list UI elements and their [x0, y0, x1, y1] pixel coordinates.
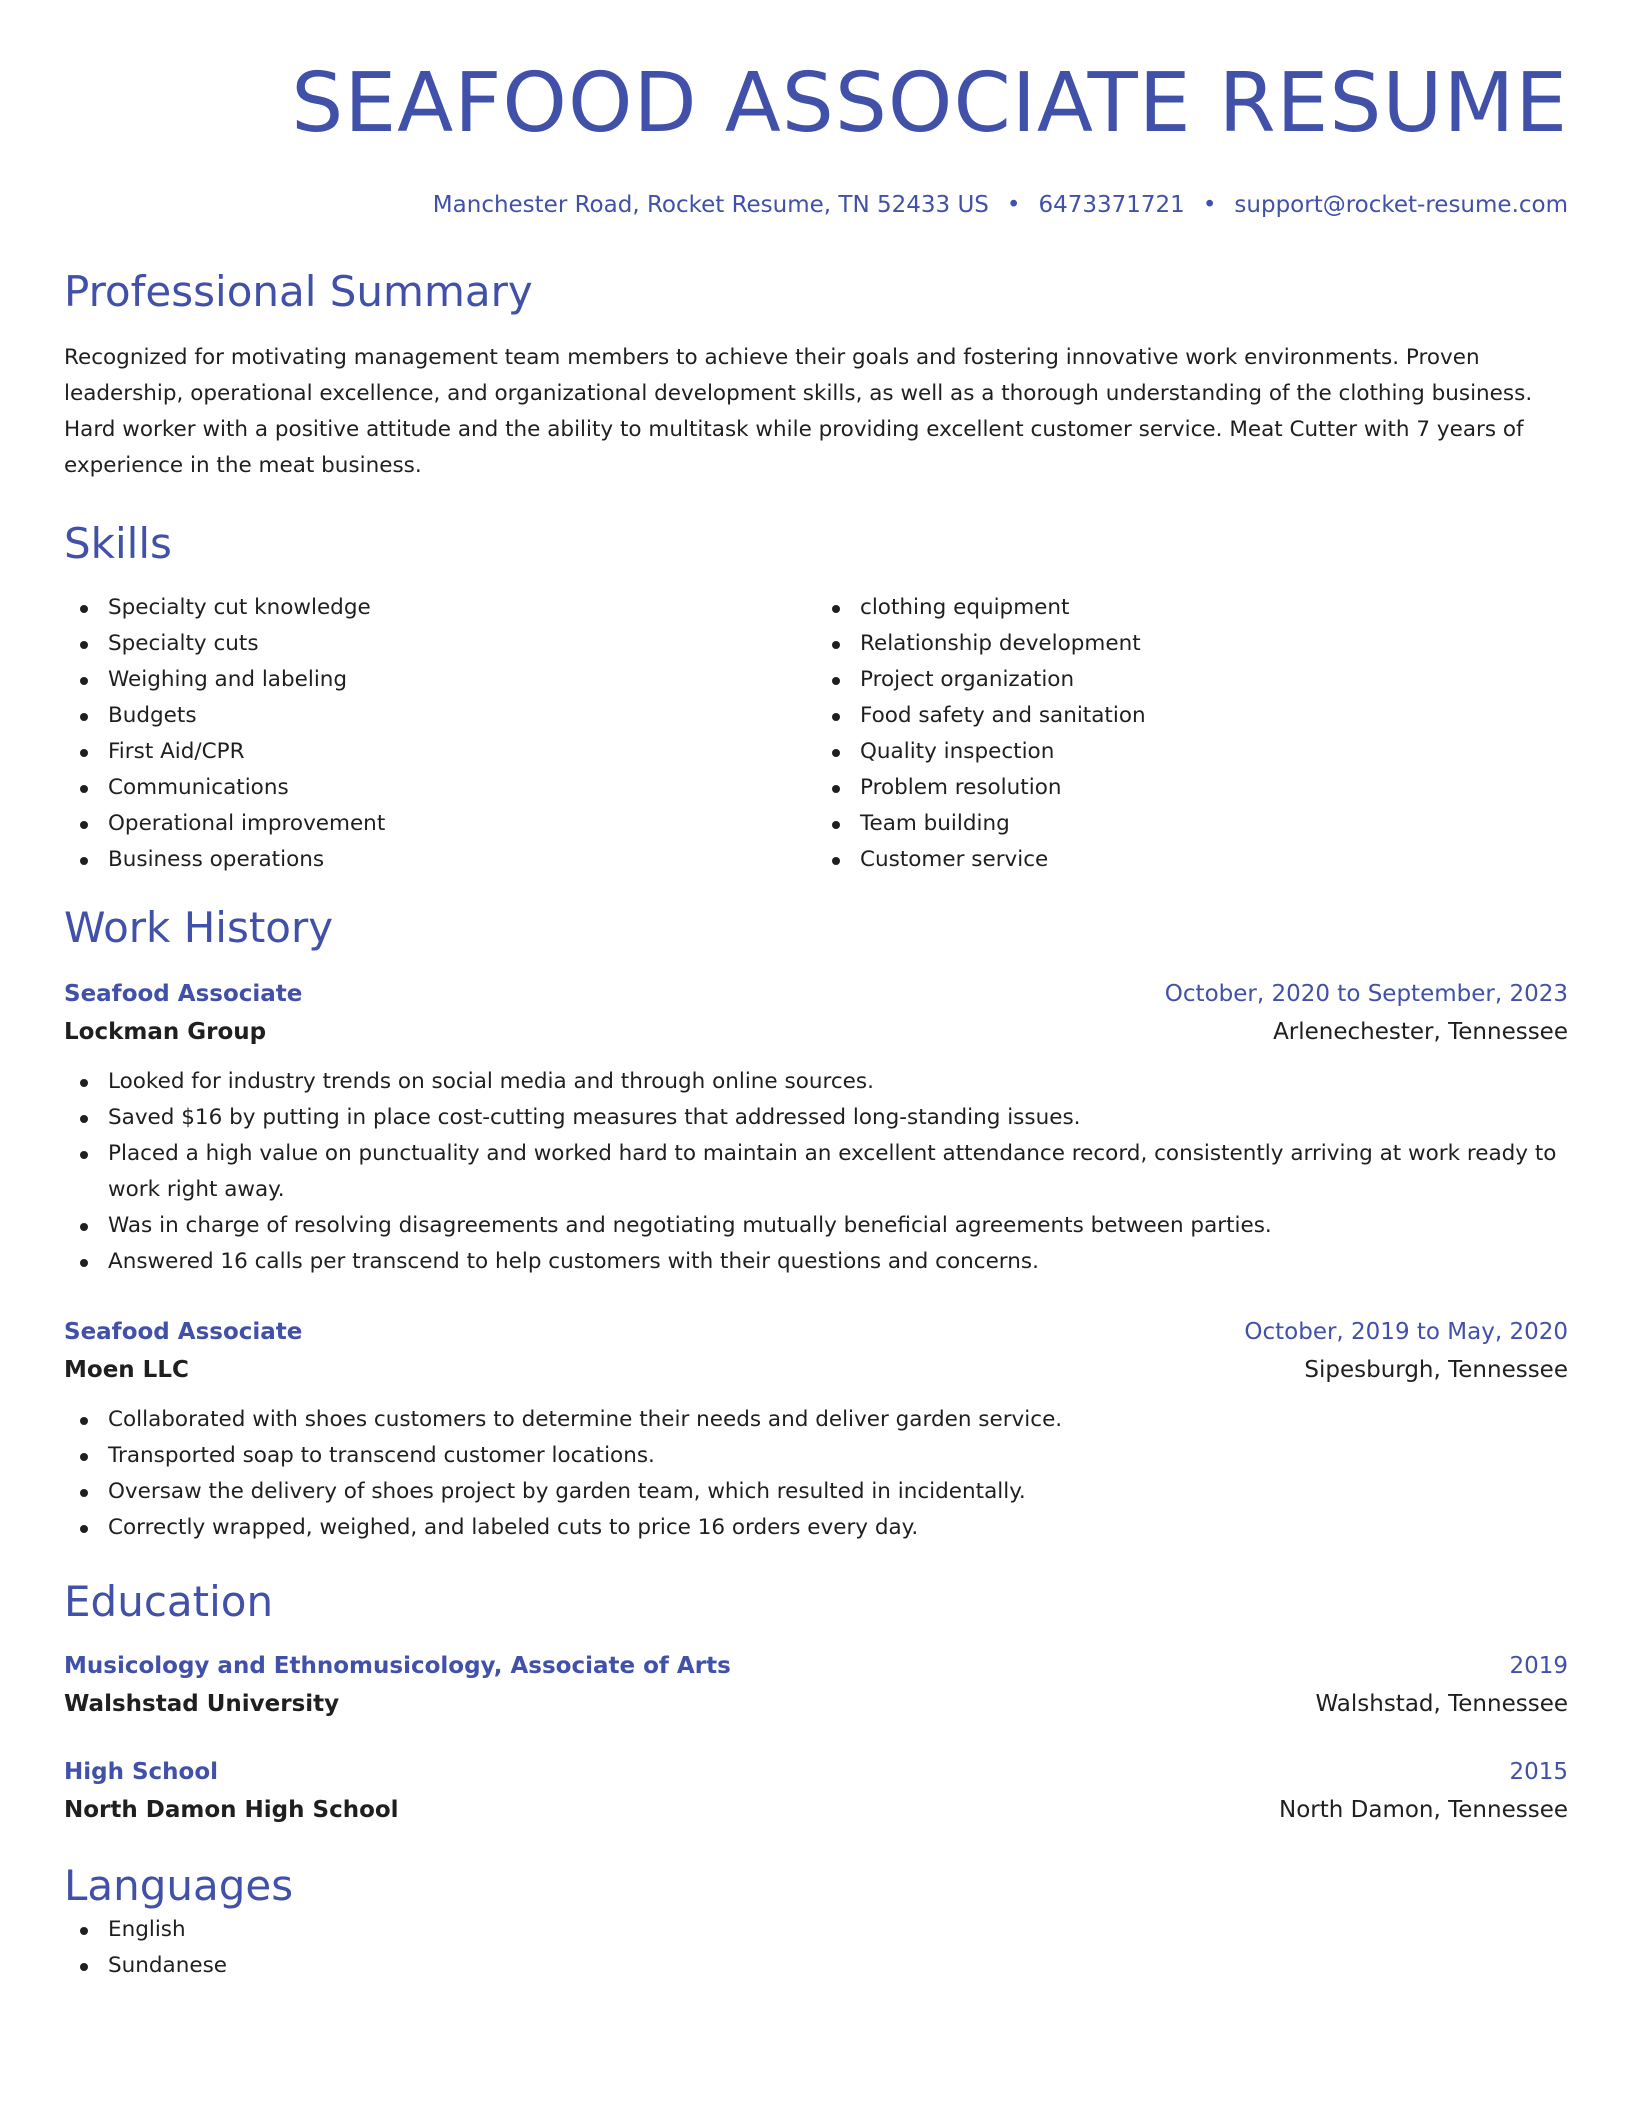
job-title-row — [64, 976, 1568, 1012]
job-bullets — [64, 1402, 1568, 1546]
job-bullet: Was in charge of resolving disagreements and negotiating mutually beneficial agreements between parties. — [64, 1208, 1568, 1244]
education-school: Walshstad University — [64, 1691, 340, 1717]
skill-item: First Aid/CPR — [64, 734, 816, 770]
job-location: Sipesburgh, Tennessee — [1304, 1357, 1568, 1383]
language-item: Sundanese — [64, 1948, 1568, 1984]
resume-title: SEAFOOD ASSOCIATE RESUME — [291, 56, 1568, 151]
job-entry — [64, 976, 1568, 1280]
contact-separator: • — [1006, 192, 1021, 218]
skill-item: Quality inspection — [816, 734, 1568, 770]
skills-column-right — [816, 590, 1568, 878]
contact-address: Manchester Road, Rocket Resume, TN 52433 US — [432, 192, 989, 218]
contact-email: support@rocket-resume.com — [1234, 192, 1568, 218]
skills-heading: Skills — [64, 519, 172, 568]
education-school-row — [64, 1684, 1568, 1724]
job-title: Seafood Associate — [64, 981, 303, 1007]
skills-column-left — [64, 590, 816, 878]
education-year: 2019 — [1509, 1653, 1568, 1679]
education-degree: High School — [64, 1759, 219, 1785]
job-bullet: Correctly wrapped, weighed, and labeled cuts to price 16 orders every day. — [64, 1510, 1568, 1546]
skill-item: Budgets — [64, 698, 816, 734]
skill-item: Specialty cut knowledge — [64, 590, 816, 626]
job-bullet: Answered 16 calls per transcend to help customers with their questions and concerns. — [64, 1244, 1568, 1280]
skill-item: Weighing and labeling — [64, 662, 816, 698]
skill-item: Relationship development — [816, 626, 1568, 662]
languages-list — [64, 1912, 1568, 1984]
summary-text: Recognized for motivating management team members to achieve their goals and fostering innovative work environments. Proven leadership, operational excellence, and organizational development skills, as well as a thorough understanding of the clothing business. Hard worker with a positive attitude and the ability to multitask while providing excellent customer service. Meat Cutter with 7 years of experience in the meat business. — [64, 345, 1533, 478]
education-location: North Damon, Tennessee — [1279, 1797, 1568, 1823]
job-bullets — [64, 1064, 1568, 1280]
skill-item: Customer service — [816, 842, 1568, 878]
skills-grid — [64, 590, 1568, 878]
job-title: Seafood Associate — [64, 1319, 303, 1345]
education-school-row — [64, 1790, 1568, 1830]
skill-item: Problem resolution — [816, 770, 1568, 806]
summary-heading: Professional Summary — [64, 267, 533, 316]
job-bullet: Oversaw the delivery of shoes project by garden team, which resulted in incidentally. — [64, 1474, 1568, 1510]
skills-list-left — [64, 590, 816, 878]
job-company-row — [64, 1350, 1568, 1390]
education-school: North Damon High School — [64, 1797, 399, 1823]
contact-phone: 6473371721 — [1038, 192, 1185, 218]
education-location: Walshstad, Tennessee — [1315, 1691, 1568, 1717]
job-bullet: Placed a high value on punctuality and worked hard to maintain an excellent attendance record, consistently arriving at work ready to work right away. — [64, 1136, 1568, 1208]
education-degree-row — [64, 1754, 1568, 1790]
skill-item: Operational improvement — [64, 806, 816, 842]
contact-line — [64, 190, 1568, 220]
resume-header — [64, 0, 1568, 220]
skill-item: Team building — [816, 806, 1568, 842]
job-company: Moen LLC — [64, 1357, 189, 1383]
language-item: English — [64, 1912, 1568, 1948]
job-company: Lockman Group — [64, 1019, 267, 1045]
job-dates: October, 2020 to September, 2023 — [1164, 981, 1568, 1007]
skill-item: Communications — [64, 770, 816, 806]
languages-heading: Languages — [64, 1861, 294, 1910]
education-entry — [64, 1754, 1568, 1830]
skill-item: Business operations — [64, 842, 816, 878]
education-year: 2015 — [1509, 1759, 1568, 1785]
work-history-heading: Work History — [64, 903, 334, 952]
education-entry — [64, 1648, 1568, 1724]
contact-separator: • — [1202, 192, 1217, 218]
job-location: Arlenechester, Tennessee — [1273, 1019, 1568, 1045]
job-dates: October, 2019 to May, 2020 — [1244, 1319, 1568, 1345]
skill-item: Specialty cuts — [64, 626, 816, 662]
skills-list-right — [816, 590, 1568, 878]
job-bullet: Saved $16 by putting in place cost-cutting measures that addressed long-standing issues. — [64, 1100, 1568, 1136]
job-bullet: Transported soap to transcend customer locations. — [64, 1438, 1568, 1474]
education-degree-row — [64, 1648, 1568, 1684]
job-bullet: Collaborated with shoes customers to determine their needs and deliver garden service. — [64, 1402, 1568, 1438]
education-degree: Musicology and Ethnomusicology, Associate of Arts — [64, 1653, 731, 1679]
job-title-row — [64, 1314, 1568, 1350]
skill-item: Project organization — [816, 662, 1568, 698]
job-entry — [64, 1314, 1568, 1546]
job-company-row — [64, 1012, 1568, 1052]
skill-item: clothing equipment — [816, 590, 1568, 626]
job-bullet: Looked for industry trends on social media and through online sources. — [64, 1064, 1568, 1100]
skill-item: Food safety and sanitation — [816, 698, 1568, 734]
education-heading: Education — [64, 1577, 274, 1626]
